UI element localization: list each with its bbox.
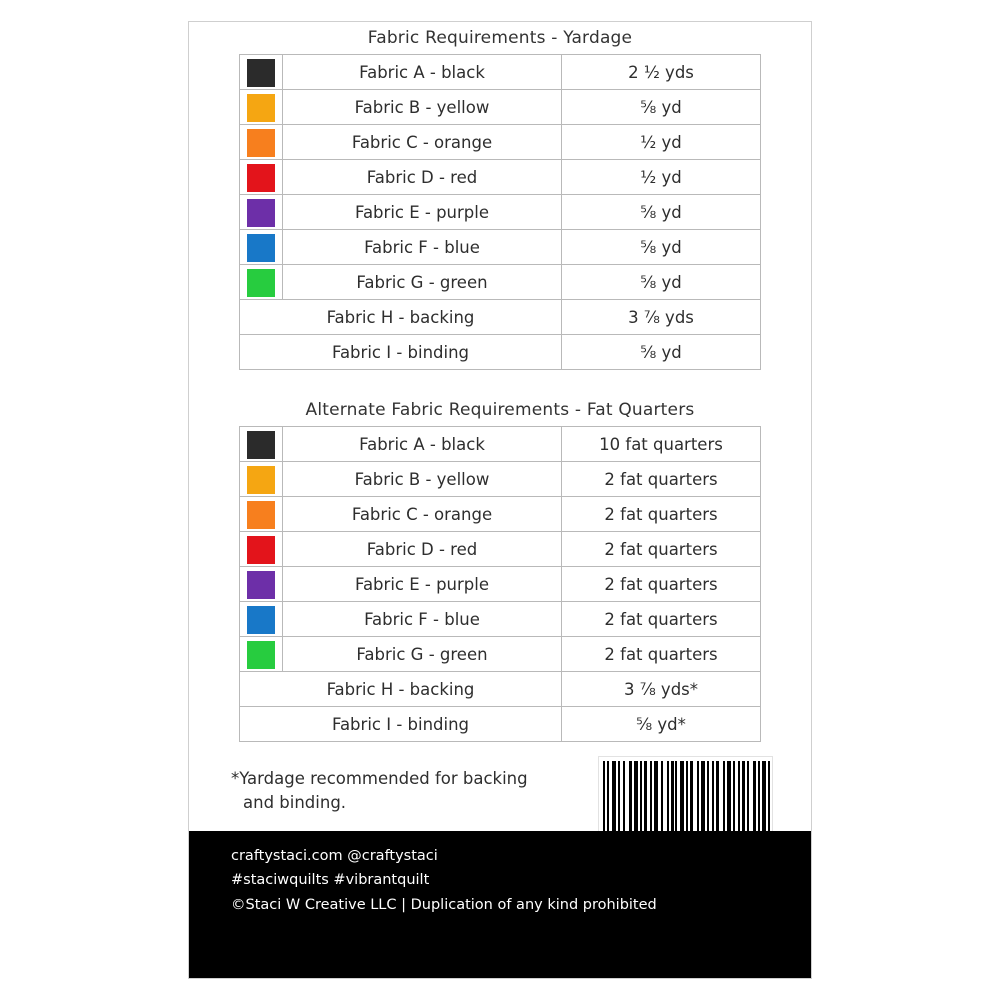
fabric-amount-cell: ½ yd [562, 160, 761, 195]
fabric-name-cell: Fabric D - red [283, 160, 562, 195]
fabric-swatch [247, 466, 275, 494]
fabric-amount-cell: ½ yd [562, 125, 761, 160]
fabric-swatch [247, 59, 275, 87]
fabric-swatch-cell [240, 532, 283, 567]
fabric-amount-cell: 2 fat quarters [562, 462, 761, 497]
table-row [240, 55, 761, 90]
fabric-swatch-cell [240, 462, 283, 497]
fabric-swatch-cell [240, 90, 283, 125]
fabric-swatch [247, 234, 275, 262]
fabric-name-cell: Fabric G - green [283, 265, 562, 300]
table-row [240, 230, 761, 265]
section-spacer [189, 370, 811, 394]
fabric-swatch [247, 94, 275, 122]
table-row [240, 125, 761, 160]
fabric-amount-cell: 3 ⅞ yds* [562, 672, 761, 707]
footer-line-website: craftystaci.com @craftystaci [231, 848, 438, 864]
fat-quarters-requirements-table [239, 426, 761, 742]
fabric-swatch-cell [240, 602, 283, 637]
fabric-swatch [247, 536, 275, 564]
fabric-amount-cell: ⅝ yd [562, 335, 761, 370]
fabric-name-cell: Fabric F - blue [283, 602, 562, 637]
table-row [240, 90, 761, 125]
table-row [240, 300, 761, 335]
table-row [240, 462, 761, 497]
table-row [240, 195, 761, 230]
fabric-swatch-cell [240, 55, 283, 90]
fabric-amount-cell: 2 fat quarters [562, 497, 761, 532]
fabric-amount-cell: 2 fat quarters [562, 637, 761, 672]
table-row [240, 160, 761, 195]
fabric-swatch [247, 606, 275, 634]
fabric-swatch-cell [240, 497, 283, 532]
fabric-swatch-cell [240, 637, 283, 672]
fabric-amount-cell: ⅝ yd [562, 230, 761, 265]
table-row [240, 265, 761, 300]
fabric-name-cell: Fabric E - purple [283, 195, 562, 230]
fabric-amount-cell: 2 fat quarters [562, 602, 761, 637]
yardage-requirements-table [239, 54, 761, 370]
fabric-amount-cell: 2 ½ yds [562, 55, 761, 90]
footnote-line-2: and binding. [243, 792, 347, 812]
fabric-swatch-cell [240, 265, 283, 300]
fabric-name-cell: Fabric E - purple [283, 567, 562, 602]
fabric-swatch-cell [240, 195, 283, 230]
fabric-name-cell: Fabric H - backing [240, 672, 562, 707]
fabric-name-cell: Fabric G - green [283, 637, 562, 672]
fabric-name-cell: Fabric H - backing [240, 300, 562, 335]
fat-quarters-table-title: Alternate Fabric Requirements - Fat Quarters [305, 400, 695, 420]
fabric-name-cell: Fabric B - yellow [283, 462, 562, 497]
fabric-amount-cell: 10 fat quarters [562, 427, 761, 462]
fabric-swatch [247, 164, 275, 192]
fat-quarters-table-body [240, 427, 761, 742]
fabric-swatch-cell [240, 160, 283, 195]
fabric-amount-cell: 3 ⅞ yds [562, 300, 761, 335]
table-row [240, 497, 761, 532]
table-row [240, 637, 761, 672]
fabric-swatch-cell [240, 125, 283, 160]
yardage-table-title: Fabric Requirements - Yardage [367, 28, 633, 48]
footnote-line-1: *Yardage recommended for backing [231, 769, 528, 788]
table-row [240, 602, 761, 637]
footer-credits [231, 844, 657, 917]
table-row [240, 707, 761, 742]
table-row [240, 532, 761, 567]
yardage-table-body [240, 55, 761, 370]
fabric-swatch [247, 571, 275, 599]
table-row [240, 427, 761, 462]
fabric-name-cell: Fabric B - yellow [283, 90, 562, 125]
fabric-swatch [247, 199, 275, 227]
fabric-swatch [247, 431, 275, 459]
pattern-back-card [188, 21, 812, 979]
fabric-swatch-cell [240, 230, 283, 265]
fabric-amount-cell: ⅝ yd [562, 90, 761, 125]
fabric-name-cell: Fabric A - black [283, 55, 562, 90]
table-row [240, 335, 761, 370]
fabric-amount-cell: 2 fat quarters [562, 532, 761, 567]
table-row [240, 567, 761, 602]
fabric-amount-cell: ⅝ yd [562, 195, 761, 230]
yardage-footnote [231, 767, 591, 815]
fabric-swatch [247, 129, 275, 157]
fabric-name-cell: Fabric C - orange [283, 497, 562, 532]
footer-line-hashtags: #staciwquilts #vibrantquilt [231, 872, 430, 889]
fabric-amount-cell: 2 fat quarters [562, 567, 761, 602]
fabric-name-cell: Fabric F - blue [283, 230, 562, 265]
fabric-name-cell: Fabric I - binding [240, 335, 562, 370]
fabric-amount-cell: ⅝ yd [562, 265, 761, 300]
fabric-name-cell: Fabric A - black [283, 427, 562, 462]
fabric-name-cell: Fabric C - orange [283, 125, 562, 160]
fabric-swatch [247, 501, 275, 529]
fabric-swatch [247, 641, 275, 669]
fabric-name-cell: Fabric I - binding [240, 707, 562, 742]
table-row [240, 672, 761, 707]
fabric-swatch [247, 269, 275, 297]
footer-line-copyright: ©Staci W Creative LLC | Duplication of any kind prohibited [231, 896, 657, 913]
fabric-swatch-cell [240, 427, 283, 462]
fabric-amount-cell: ⅝ yd* [562, 707, 761, 742]
fabric-name-cell: Fabric D - red [283, 532, 562, 567]
fabric-swatch-cell [240, 567, 283, 602]
